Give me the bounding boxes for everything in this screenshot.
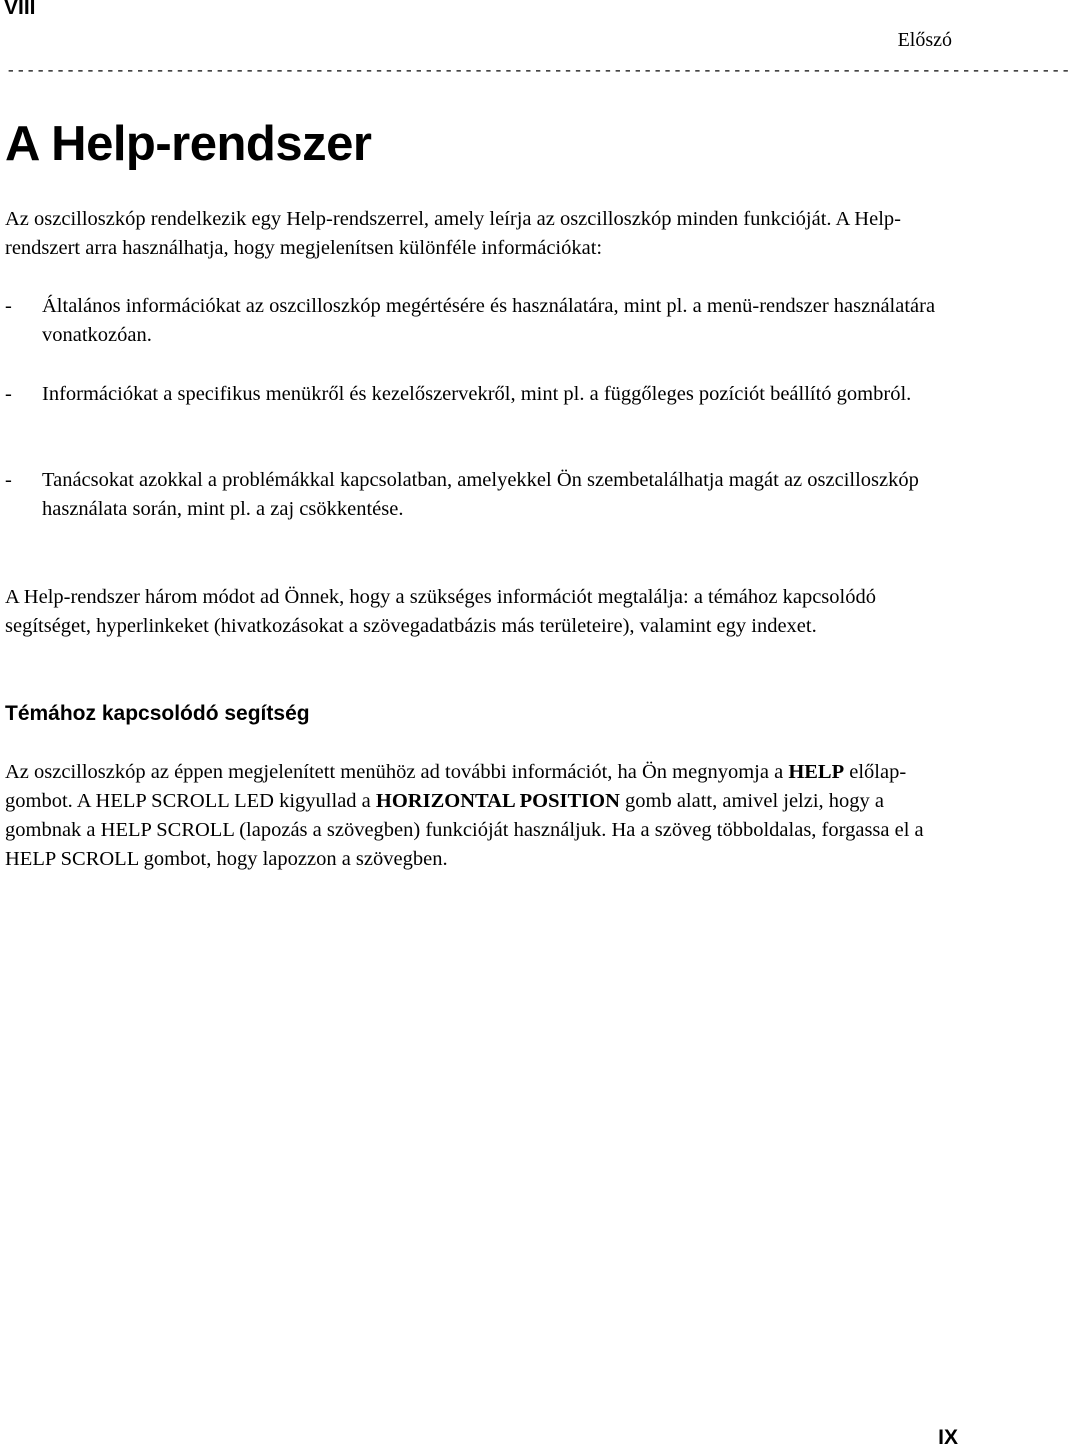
paragraph-text: gomb alatt, amivel jelzi, hogy a gombnak a HELP SCROLL (lapozás a szövegben) funkcióját használjuk. Ha a szöveg többoldalas, forgassa el a HELP SCROLL gombot, hogy lapozzon a szövegben. (5, 790, 924, 870)
paragraph-text: előlap-gombot. A HELP SCROLL LED kigyullad a (5, 761, 907, 812)
page-title: A Help-rendszer (5, 117, 372, 171)
section-heading: Témához kapcsolódó segítség (5, 702, 310, 725)
help-button-label: HELP (788, 761, 845, 783)
running-head: Előszó (897, 29, 952, 51)
page-number-top: VIII (4, 0, 36, 19)
help-modes-paragraph: A Help-rendszer három módot ad Önnek, hogy a szükséges információt megtalálja: a témához kapcsolódó segítséget, hyperlinkeket (hivatkozásokat a szövegadatbázis más területeire), valamint egy indexet. (5, 586, 876, 637)
context-help-paragraph (5, 758, 957, 874)
bullet-dash: - (5, 295, 12, 317)
bullet-dash: - (5, 469, 12, 491)
list-item (5, 466, 957, 524)
bullet-dash: - (5, 383, 12, 405)
page-number-bottom: IX (938, 1426, 958, 1449)
paragraph-text: Az oszcilloszkóp az éppen megjelenített menühöz ad további információt, ha Ön megnyomja a (5, 761, 789, 783)
horizontal-position-label: HORIZONTAL POSITION (375, 790, 620, 812)
header-dash-rule: ----------------------------------------------------------------------------------------------------------- (6, 62, 1071, 80)
bullet-text: Tanácsokat azokkal a problémákkal kapcsolatban, amelyekkel Ön szembetalálhatja magát az oszcilloszkóp használata során, mint pl. a zaj csökkentése. (42, 469, 919, 520)
bullet-text: Általános információkat az oszcilloszkóp megértésére és használatára, mint pl. a menü-rendszer használatára vonatkozóan. (42, 295, 936, 346)
list-item (5, 380, 957, 409)
intro-paragraph: Az oszcilloszkóp rendelkezik egy Help-rendszerrel, amely leírja az oszcilloszkóp minden funkcióját. A Help-rendszert arra használhatja, hogy megjelenítsen különféle információkat: (5, 208, 901, 259)
bullet-text: Információkat a specifikus menükről és kezelőszervekről, mint pl. a függőleges pozíciót beállító gombról. (42, 383, 912, 405)
list-item (5, 292, 957, 350)
